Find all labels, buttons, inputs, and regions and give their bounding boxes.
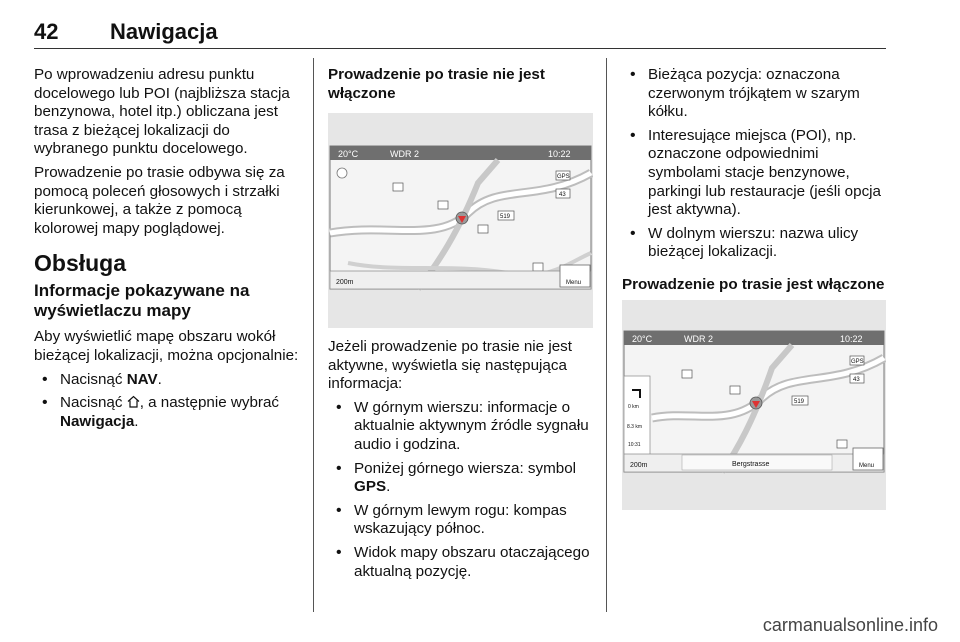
- bullet-map-view: • Widok mapy obszaru otaczającego aktualną pozycję.: [328, 544, 593, 581]
- map2-clock: 10:22: [840, 334, 863, 344]
- map2-temperature: 20°C: [632, 334, 653, 344]
- nav-button-label: NAV: [126, 370, 158, 388]
- home-icon: [127, 395, 140, 408]
- map1-road-number-1: 519: [500, 214, 511, 220]
- map1-clock: 10:22: [548, 149, 571, 159]
- navigation-menu-label: Nawigacja: [60, 412, 135, 430]
- map-display-paragraph: Aby wyświetlić mapę obszaru wokół bieżącej lokalizacji, można opcjonalnie:: [34, 328, 299, 364]
- intro-paragraph: Po wprowadzeniu adresu punktu docelowego lub POI (najbliższa stacja benzynowa, hotel itp.) obliczana jest trasa z bieżącej lokalizacji do wybranego punktu docelowego.: [34, 66, 290, 158]
- page-title: Nawigacja: [110, 19, 218, 44]
- map2-scale: 200m: [630, 462, 648, 469]
- map2-gps-symbol: GPS: [851, 359, 864, 365]
- column-1: [34, 66, 306, 436]
- gps-label: GPS: [354, 478, 387, 496]
- bullet-gps: • Poniżej górnego wiersza: symbol GPS.: [328, 460, 593, 497]
- heading-guidance-on: Prowadzenie po trasie jest włączone: [622, 275, 885, 293]
- bullet-poi: • Interesujące miejsca (POI), np. oznaczone odpowiednimi symbolami stacje benzynowe, parkingi lub restauracje (jeśli opcja jest aktywna).: [622, 127, 887, 220]
- footer-watermark: carmanualsonline.info: [762, 615, 938, 635]
- map2-menu-label: Menu: [859, 463, 875, 469]
- map2-arrival-time: 10:31: [628, 442, 641, 448]
- guidance-paragraph: Prowadzenie po trasie odbywa się za pomocą poleceń głosowych i strzałki kierunkowej, a także z pomocą kolorowej mapy poglądowej.: [34, 163, 285, 237]
- subsection-heading-info: Informacje pokazywane na wyświetlaczu mapy: [34, 281, 250, 321]
- column-3: [622, 66, 887, 302]
- bullet-top-row: • W górnym wierszu: informacje o aktualnie aktywnym źródle sygnału audio i godzina.: [328, 399, 593, 455]
- column-divider-1: [313, 58, 314, 612]
- map1-menu-label: Menu: [566, 280, 582, 286]
- bullet-home: • Nacisnąć , a następnie wybrać Nawigacja.: [34, 394, 306, 431]
- bullet-current-position: • Bieżąca pozycja: oznaczona czerwonym trójkątem w szarym kółku.: [622, 66, 887, 122]
- map1-audio-source: WDR 2: [390, 149, 419, 159]
- map2-turn-distance: 0 km: [628, 404, 639, 410]
- map2-road-number-2: 43: [853, 377, 860, 383]
- map1-gps-symbol: GPS: [557, 174, 570, 180]
- column-divider-2: [606, 58, 607, 612]
- map-screenshot-guidance-off: [328, 113, 593, 328]
- map2-remaining-distance: 8.3 km: [627, 424, 643, 430]
- map2-street-name: Bergstrasse: [732, 461, 770, 468]
- bullet-street-name: • W dolnym wierszu: nazwa ulicy bieżącej lokalizacji.: [622, 225, 887, 262]
- map1-compass-icon: [337, 168, 347, 178]
- column-2-text: [328, 338, 593, 586]
- header-rule: [34, 48, 886, 49]
- column-2: [328, 66, 593, 110]
- map2-road-number-1: 519: [794, 399, 805, 405]
- map2-audio-source: WDR 2: [684, 334, 713, 344]
- map-screenshot-guidance-on: [622, 300, 886, 510]
- section-heading-obsluga: Obsługa: [34, 250, 127, 277]
- map1-road-number-2: 43: [559, 192, 566, 198]
- guidance-off-paragraph: Jeżeli prowadzenie po trasie nie jest aktywne, wyświetla się następująca informacja:: [328, 338, 572, 393]
- bullet-nav: • Nacisnąć NAV.: [34, 371, 306, 390]
- map1-scale: 200m: [336, 279, 354, 286]
- page-number: 42: [34, 19, 59, 44]
- bullet-compass: • W górnym lewym rogu: kompas wskazujący północ.: [328, 502, 593, 539]
- heading-guidance-off: Prowadzenie po trasie nie jest włączone: [328, 66, 545, 102]
- map1-temperature: 20°C: [338, 149, 359, 159]
